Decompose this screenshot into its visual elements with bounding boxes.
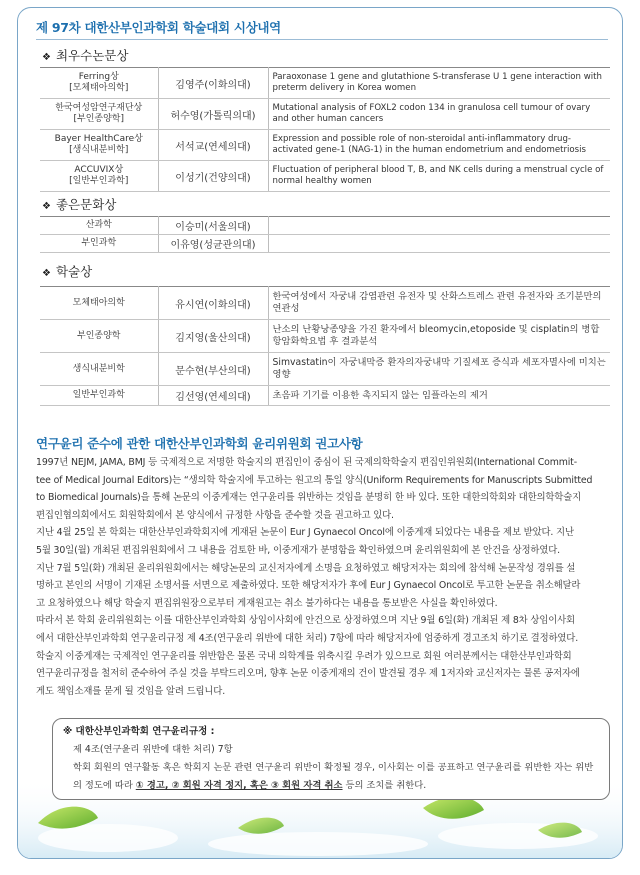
note-emphasis: ① 경고, ② 회원 자격 정지, 혹은 ③ 회원 자격 취소 (135, 780, 343, 791)
note-title: ※ 대한산부인과학회 연구윤리규정 : (63, 726, 215, 737)
ethics-title: 연구윤리 준수에 관한 대한산부인과학회 윤리위원회 권고사항 (36, 436, 363, 451)
diamond-bullet-icon: ❖ (42, 52, 51, 63)
ethics-rule-note (52, 718, 610, 800)
table-row (40, 130, 610, 161)
note-line: 제 4조(연구윤리 위반에 대한 처리) 7항 (73, 744, 233, 755)
field-name: 산과학 (40, 217, 158, 235)
award-field: [생식내분비학] (69, 145, 129, 155)
ethics-line: 게도 책임소재를 묻게 될 것임을 알려 드립니다. (36, 685, 226, 697)
paper-title: 한국여성에서 자궁내 감염관련 유전자 및 산화스트레스 관련 유전자와 조기분만의 연관성 (268, 287, 610, 320)
winner-name: 이승미(서울의대) (158, 217, 268, 235)
ethics-line: 지난 7월 5일(화) 개최된 윤리위원회에서는 해당논문의 교신저자에게 소명을 요청하였고 해당저자는 회의에 참석해 논문작성 경위를 설 (36, 562, 576, 574)
ethics-line: to Biomedical Journals)을 통해 논문의 이중게재는 연구윤리를 위반하는 것임을 분명히 한 바 있다. 또한 대한의학회와 대한의학학술지 (36, 492, 582, 504)
paper-title: Fluctuation of peripheral blood T, B, and NK cells during a menstrual cycle of normal healthy women (268, 161, 610, 192)
note-line: 학회 회원의 연구활동 혹은 학회지 논문 관련 연구윤리 위반이 확정될 경우, 이사회는 이를 공표하고 연구윤리를 위반한 자는 위반 (73, 762, 594, 773)
diamond-bullet-icon: ❖ (42, 201, 51, 212)
diamond-bullet-icon: ❖ (42, 268, 51, 279)
paper-title: 초음파 기기를 이용한 촉지되지 않는 임플라논의 제거 (268, 386, 610, 406)
winner-name: 문수현(부산의대) (158, 353, 268, 386)
page-title: 제 97차 대한산부인과학회 학술대회 시상내역 (36, 20, 281, 35)
note-line (73, 777, 426, 791)
table-row (40, 68, 610, 99)
table-row (40, 99, 610, 130)
table-row (40, 320, 610, 353)
field-name: 일반부인과학 (40, 386, 158, 406)
note-line-text: 등의 조치를 취한다. (345, 780, 427, 791)
page-frame (17, 7, 623, 859)
award-field: [일반부인과학] (69, 176, 129, 186)
winner-name: 유시연(이화의대) (158, 287, 268, 320)
ethics-body (36, 454, 610, 700)
table-row (40, 353, 610, 386)
section-culture (42, 195, 116, 213)
ethics-line: 5월 30일(월) 개최된 편집위원회에서 그 내용을 검토한 바, 이중게재가 분명함을 확인하였으며 윤리위원회에 본 안건을 상정하였다. (36, 544, 560, 556)
best-paper-table (40, 67, 610, 192)
section-heading: 최우수논문상 (55, 48, 129, 63)
paper-title: 난소의 난황낭종양을 가진 환자에서 bleomycin,etoposide 및 cisplatin의 병합 항암화학요법 후 결과분석 (268, 320, 610, 353)
ethics-line: 명하고 본인의 서명이 기재된 소명서를 서면으로 제출하였다. 또한 해당저자가 후에 Eur J Gynaecol Oncol로 투고한 논문을 취소해달라 (36, 580, 581, 592)
ethics-line: 에서 대한산부인과학회 연구윤리규정 제 4조(연구윤리 위반에 대한 처리) 7항에 따라 해당저자에 엄중하게 경고조치 하기로 결정하였다. (36, 632, 579, 644)
section-best-paper (42, 46, 128, 64)
award-name: Ferring상 (78, 72, 119, 82)
section-heading: 좋은문화상 (55, 197, 117, 212)
field-name: 부인종양학 (40, 320, 158, 353)
award-field: [부인종양학] (73, 114, 124, 124)
ethics-line: 따라서 본 학회 윤리위원회는 이를 대한산부인과학회 상임이사회에 안건으로 상정하였으며 지난 9월 6일(화) 개최된 제 8차 상임이사회 (36, 615, 575, 627)
paper-title: Expression and possible role of non-steroidal anti-inflammatory drug-activated gene-1 (NAG-1) in the human endometrium and endometriosis (268, 130, 610, 161)
ethics-line: 학술지 이중게재는 국제적인 연구윤리를 위반함은 물론 국내 의학계를 위축시킬 우려가 있으므로 회원 여러분께서는 대한산부인과학회 (36, 650, 572, 662)
title-divider (36, 39, 608, 40)
paper-title: Mutational analysis of FOXL2 codon 134 in granulosa cell tumour of ovary and other human cancers (268, 99, 610, 130)
field-name: 부인과학 (40, 235, 158, 253)
academic-table (40, 286, 610, 406)
award-name: 한국여성암연구재단상 (55, 103, 143, 113)
ethics-line: 1997년 NEJM, JAMA, BMJ 등 국제적으로 저명한 학술지의 편집인이 중심이 된 국제의학학술지 편집인위원회(International Commit- (36, 457, 577, 468)
table-row (40, 217, 610, 235)
table-row (40, 235, 610, 253)
table-row (40, 386, 610, 406)
winner-name: 서석교(연세의대) (158, 130, 268, 161)
culture-table (40, 216, 610, 253)
section-academic (42, 262, 92, 280)
award-field: [모체태아의학] (69, 83, 129, 93)
table-row (40, 161, 610, 192)
ethics-line: 편집인협의회에서도 회원학회에서 본 양식에서 규정한 사항을 준수할 것을 권고하고 있다. (36, 509, 394, 521)
field-name: 생식내분비학 (40, 353, 158, 386)
winner-name: 김영주(이화의대) (158, 68, 268, 99)
winner-name: 김지영(울산의대) (158, 320, 268, 353)
winner-name: 허수영(가톨릭의대) (158, 99, 268, 130)
award-name: ACCUVIX상 (74, 165, 124, 175)
ethics-line: 고 요청하였으나 해당 학술지 편집위원장으로부터 게재원고는 취소 불가하다는 내용을 통보받은 사실을 확인하였다. (36, 597, 498, 609)
award-name: Bayer HealthCare상 (54, 134, 143, 144)
winner-name: 이성기(건양의대) (158, 161, 268, 192)
table-row (40, 287, 610, 320)
ethics-line: 지난 4월 25일 본 학회는 대한산부인과학회지에 게재된 논문이 Eur J Gynaecol Oncol에 이중게재 되었다는 내용을 제보 받았다. 지난 (36, 527, 574, 539)
ethics-line: 연구윤리규정을 철저히 준수하여 주실 것을 부탁드리오며, 향후 논문 이중게재의 건이 발견될 경우 제 1저자와 교신저자는 물론 공저자에 (36, 668, 580, 680)
winner-name: 김선영(연세의대) (158, 386, 268, 406)
ethics-line: tee of Medical Journal Editors)는 “생의학 학술지에 투고하는 원고의 통일 양식(Uniform Requirements for Manuscripts Submitted (36, 474, 593, 486)
note-line-text: 의 정도에 따라 (73, 780, 133, 791)
paper-title: Simvastatin이 자궁내막증 환자의자궁내막 기질세포 증식과 세포자멸사에 미치는 영향 (268, 353, 610, 386)
field-name: 모체태아의학 (40, 287, 158, 320)
paper-title: Paraoxonase 1 gene and glutathione S-transferase U 1 gene interaction with preterm delivery in Korea women (268, 68, 610, 99)
section-heading: 학술상 (55, 264, 93, 279)
winner-name: 이유영(성균관의대) (158, 235, 268, 253)
